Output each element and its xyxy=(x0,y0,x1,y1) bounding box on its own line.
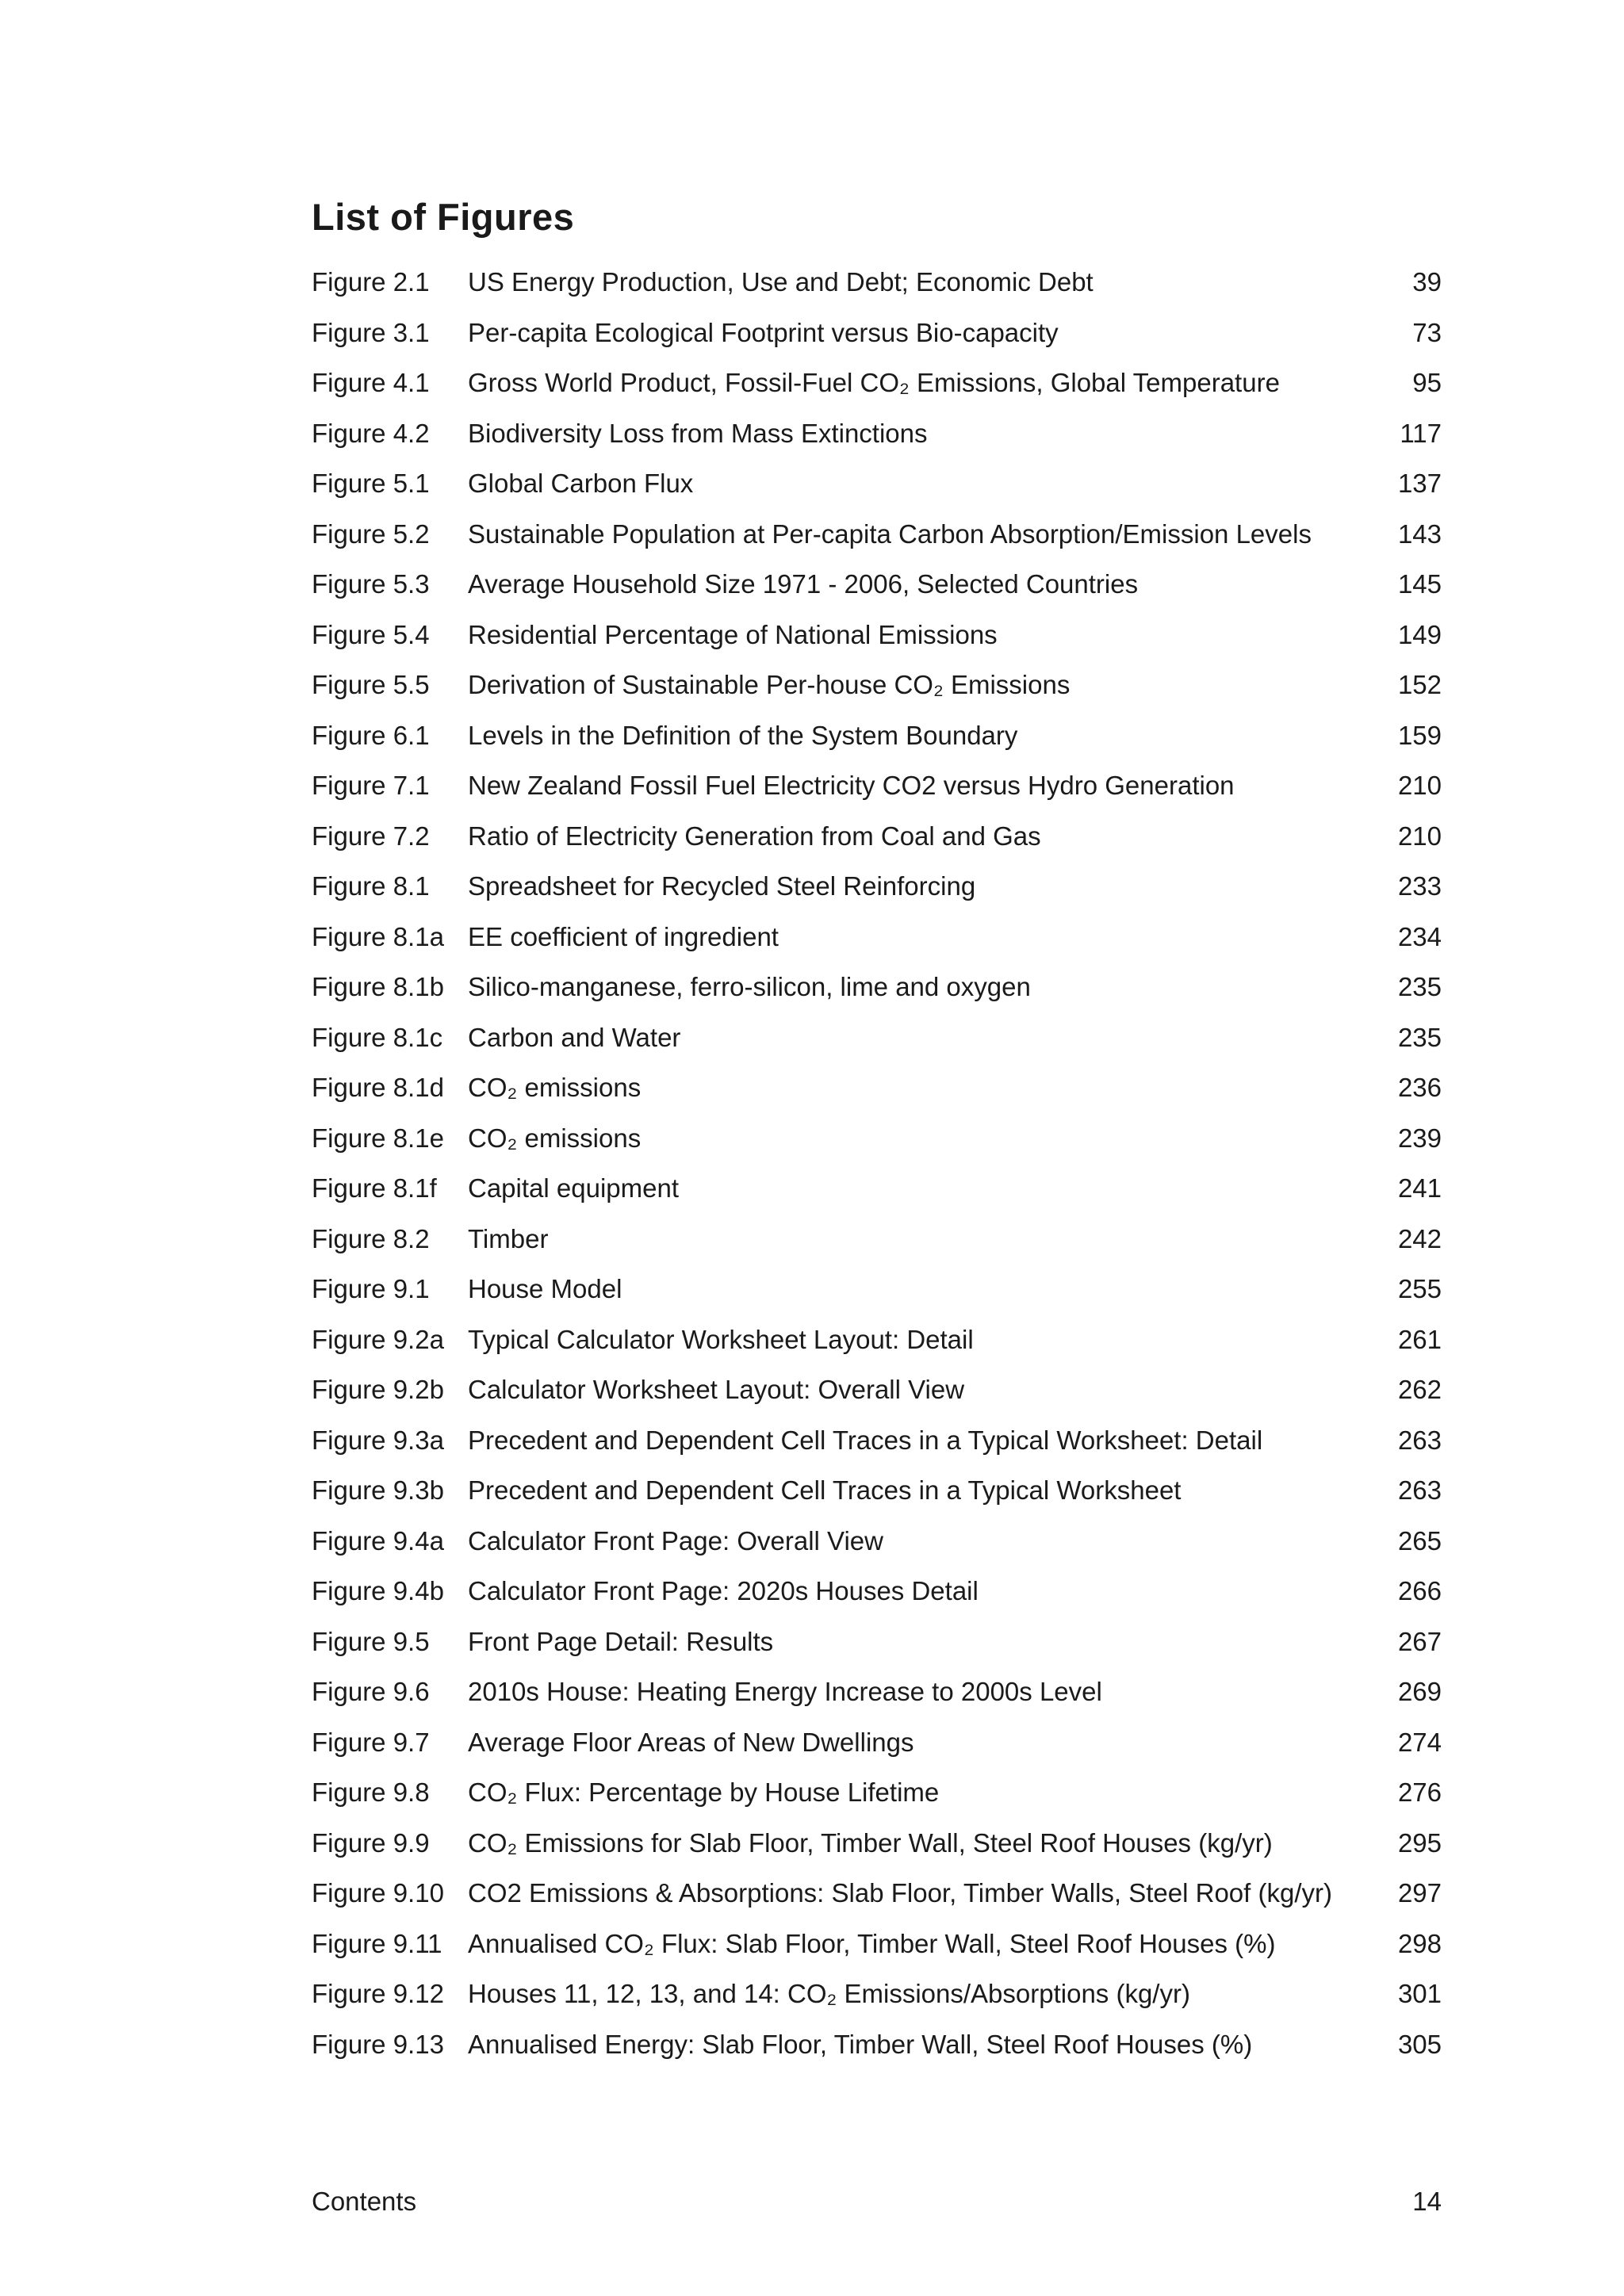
figure-page-number: 210 xyxy=(1397,771,1442,800)
figure-page-number: 274 xyxy=(1397,1727,1442,1757)
figure-number: Figure 8.1b xyxy=(312,972,444,1001)
figure-page-number: 137 xyxy=(1397,469,1442,498)
list-item[interactable] xyxy=(312,1617,1442,1667)
list-item[interactable] xyxy=(312,1415,1442,1466)
figure-title: Annualised Energy: Slab Floor, Timber Wall, Steel Roof Houses (%) xyxy=(468,2029,1253,2059)
figure-page-number: 263 xyxy=(1397,1475,1442,1505)
figure-number: Figure 9.3b xyxy=(312,1475,444,1505)
figure-page-number: 266 xyxy=(1397,1576,1442,1605)
figure-page-number: 255 xyxy=(1397,1274,1442,1303)
page-title: List of Figures xyxy=(312,196,575,238)
figure-page-number: 233 xyxy=(1397,871,1442,901)
figure-page-number: 295 xyxy=(1397,1827,1442,1858)
figure-page-number: 241 xyxy=(1397,1173,1442,1203)
list-item[interactable] xyxy=(312,1717,1442,1768)
figure-number: Figure 4.2 xyxy=(312,418,430,448)
list-item[interactable] xyxy=(312,509,1442,560)
figure-title: Calculator Worksheet Layout: Overall View xyxy=(468,1375,965,1404)
figure-title: Silico-manganese, ferro-silicon, lime and oxygen xyxy=(468,972,1031,1001)
figure-number: Figure 7.2 xyxy=(312,821,430,851)
figure-page-number: 297 xyxy=(1397,1878,1442,1908)
list-item[interactable] xyxy=(312,1667,1442,1717)
list-item[interactable] xyxy=(312,912,1442,962)
figure-title: Per-capita Ecological Footprint versus Bio-capacity xyxy=(468,317,1059,347)
figure-page-number: 235 xyxy=(1397,972,1442,1001)
figure-number: Figure 9.11 xyxy=(312,1928,442,1958)
list-item[interactable] xyxy=(312,358,1442,408)
figure-page-number: 276 xyxy=(1397,1777,1442,1807)
list-item[interactable] xyxy=(312,1969,1442,2019)
figure-number: Figure 9.2a xyxy=(312,1324,444,1354)
list-item[interactable] xyxy=(312,1364,1442,1415)
figure-number: Figure 4.1 xyxy=(312,368,430,397)
figure-number: Figure 7.1 xyxy=(312,771,430,800)
figure-title: Gross World Product, Fossil-Fuel CO₂ Emissions, Global Temperature xyxy=(468,368,1280,397)
figure-number: Figure 8.1e xyxy=(312,1123,444,1153)
figure-page-number: 159 xyxy=(1397,720,1442,750)
figure-number: Figure 9.9 xyxy=(312,1827,430,1858)
list-item[interactable] xyxy=(312,257,1442,308)
figure-title: Houses 11, 12, 13, and 14: CO₂ Emissions/Absorptions (kg/yr) xyxy=(468,1979,1190,2008)
figure-page-number: 267 xyxy=(1397,1626,1442,1656)
figure-number: Figure 8.2 xyxy=(312,1223,430,1253)
list-item[interactable] xyxy=(312,760,1442,811)
list-item[interactable] xyxy=(312,1818,1442,1869)
figure-title: House Model xyxy=(468,1274,622,1303)
figure-page-number: 239 xyxy=(1397,1123,1442,1153)
figure-title: Sustainable Population at Per-capita Carbon Absorption/Emission Levels xyxy=(468,519,1312,549)
list-item[interactable] xyxy=(312,1113,1442,1164)
figure-number: Figure 9.3a xyxy=(312,1425,444,1455)
figure-number: Figure 5.4 xyxy=(312,619,430,649)
list-item[interactable] xyxy=(312,2019,1442,2070)
figure-page-number: 73 xyxy=(1412,317,1442,347)
figure-page-number: 301 xyxy=(1397,1979,1442,2008)
list-item[interactable] xyxy=(312,962,1442,1012)
list-item[interactable] xyxy=(312,610,1442,660)
figure-title: Carbon and Water xyxy=(468,1022,681,1052)
list-item[interactable] xyxy=(312,1465,1442,1516)
list-item[interactable] xyxy=(312,308,1442,358)
list-item[interactable] xyxy=(312,710,1442,761)
figure-number: Figure 8.1d xyxy=(312,1073,444,1102)
figure-page-number: 145 xyxy=(1397,569,1442,599)
figure-page-number: 305 xyxy=(1397,2029,1442,2059)
list-item[interactable] xyxy=(312,1012,1442,1063)
figure-title: CO₂ Flux: Percentage by House Lifetime xyxy=(468,1777,940,1807)
figure-number: Figure 9.6 xyxy=(312,1677,430,1706)
figure-title: Calculator Front Page: Overall View xyxy=(468,1525,883,1556)
figure-title: US Energy Production, Use and Debt; Economic Debt xyxy=(468,267,1094,297)
figure-number: Figure 5.5 xyxy=(312,670,430,699)
list-item[interactable] xyxy=(312,1163,1442,1214)
figure-title: Global Carbon Flux xyxy=(468,469,694,498)
figure-title: Derivation of Sustainable Per-house CO₂ Emissions xyxy=(468,670,1071,699)
figure-number: Figure 8.1a xyxy=(312,921,444,951)
list-item[interactable] xyxy=(312,1919,1442,1969)
list-item[interactable] xyxy=(312,559,1442,610)
figure-title: EE coefficient of ingredient xyxy=(468,921,779,951)
figure-title: 2010s House: Heating Energy Increase to 2000s Level xyxy=(468,1677,1102,1706)
figure-number: Figure 9.8 xyxy=(312,1777,430,1807)
figure-title: Precedent and Dependent Cell Traces in a Typical Worksheet xyxy=(468,1475,1182,1505)
figure-number: Figure 9.2b xyxy=(312,1375,444,1404)
list-item[interactable] xyxy=(312,1566,1442,1617)
list-item[interactable] xyxy=(312,1214,1442,1265)
figure-number: Figure 9.10 xyxy=(312,1878,444,1908)
figure-title: Typical Calculator Worksheet Layout: Detail xyxy=(468,1324,974,1354)
figure-title: CO₂ emissions xyxy=(468,1123,642,1153)
list-item[interactable] xyxy=(312,1264,1442,1314)
figure-title: Levels in the Definition of the System Boundary xyxy=(468,720,1018,750)
list-item[interactable] xyxy=(312,1868,1442,1919)
list-item[interactable] xyxy=(312,1062,1442,1113)
figure-number: Figure 9.12 xyxy=(312,1979,444,2008)
figure-page-number: 265 xyxy=(1397,1525,1442,1556)
footer-page-number: 14 xyxy=(1412,2187,1442,2216)
figure-title: CO₂ Emissions for Slab Floor, Timber Wall, Steel Roof Houses (kg/yr) xyxy=(468,1827,1273,1858)
figure-number: Figure 6.1 xyxy=(312,720,430,750)
figure-page-number: 261 xyxy=(1397,1324,1442,1354)
figure-number: Figure 9.4a xyxy=(312,1525,444,1556)
figure-page-number: 95 xyxy=(1412,368,1442,397)
figure-number: Figure 3.1 xyxy=(312,317,430,347)
figure-title: Spreadsheet for Recycled Steel Reinforcing xyxy=(468,871,976,901)
figure-number: Figure 9.5 xyxy=(312,1626,430,1656)
figure-title: Front Page Detail: Results xyxy=(468,1626,774,1656)
figure-page-number: 235 xyxy=(1397,1022,1442,1052)
figure-number: Figure 9.13 xyxy=(312,2029,444,2059)
figure-number: Figure 9.1 xyxy=(312,1274,430,1303)
figure-number: Figure 9.4b xyxy=(312,1576,444,1605)
list-item[interactable] xyxy=(312,1767,1442,1818)
footer-section-label: Contents xyxy=(312,2187,417,2216)
figure-number: Figure 8.1f xyxy=(312,1173,437,1203)
figure-page-number: 263 xyxy=(1397,1425,1442,1455)
figure-title: Annualised CO₂ Flux: Slab Floor, Timber Wall, Steel Roof Houses (%) xyxy=(468,1928,1276,1958)
figure-page-number: 210 xyxy=(1397,821,1442,851)
figure-page-number: 242 xyxy=(1397,1223,1442,1253)
figure-number: Figure 8.1c xyxy=(312,1022,443,1052)
figure-page-number: 234 xyxy=(1397,921,1442,951)
list-item[interactable] xyxy=(312,861,1442,912)
figure-title: New Zealand Fossil Fuel Electricity CO2 versus Hydro Generation xyxy=(468,771,1235,800)
figure-page-number: 236 xyxy=(1397,1073,1442,1102)
figure-title: Calculator Front Page: 2020s Houses Detail xyxy=(468,1576,979,1605)
figure-title: CO₂ emissions xyxy=(468,1073,642,1102)
figure-list xyxy=(312,257,1442,2069)
figure-title: Timber xyxy=(468,1223,549,1253)
figure-number: Figure 5.3 xyxy=(312,569,430,599)
figure-title: Biodiversity Loss from Mass Extinctions xyxy=(468,418,928,448)
list-item[interactable] xyxy=(312,811,1442,862)
list-item[interactable] xyxy=(312,458,1442,509)
figure-page-number: 152 xyxy=(1397,670,1442,699)
figure-page-number: 143 xyxy=(1397,519,1442,549)
list-item[interactable] xyxy=(312,660,1442,710)
figure-number: Figure 9.7 xyxy=(312,1727,430,1757)
figure-page-number: 39 xyxy=(1412,267,1442,297)
figure-number: Figure 5.2 xyxy=(312,519,430,549)
figure-page-number: 262 xyxy=(1397,1375,1442,1404)
list-item[interactable] xyxy=(312,1314,1442,1365)
figure-title: Precedent and Dependent Cell Traces in a Typical Worksheet: Detail xyxy=(468,1425,1263,1455)
figure-page-number: 149 xyxy=(1397,619,1442,649)
figure-page-number: 269 xyxy=(1397,1677,1442,1706)
list-item[interactable] xyxy=(312,408,1442,459)
figure-page-number: 117 xyxy=(1400,418,1442,448)
figure-page-number: 298 xyxy=(1397,1928,1442,1958)
figure-title: Ratio of Electricity Generation from Coal and Gas xyxy=(468,821,1041,851)
figure-number: Figure 5.1 xyxy=(312,469,430,498)
figure-title: CO2 Emissions & Absorptions: Slab Floor, Timber Walls, Steel Roof (kg/yr) xyxy=(468,1878,1332,1908)
list-item[interactable] xyxy=(312,1516,1442,1567)
figure-title: Capital equipment xyxy=(468,1173,679,1203)
figure-title: Average Floor Areas of New Dwellings xyxy=(468,1727,914,1757)
figure-title: Residential Percentage of National Emissions xyxy=(468,619,998,649)
figure-number: Figure 8.1 xyxy=(312,871,430,901)
figure-number: Figure 2.1 xyxy=(312,267,430,297)
figure-title: Average Household Size 1971 - 2006, Selected Countries xyxy=(468,569,1139,599)
